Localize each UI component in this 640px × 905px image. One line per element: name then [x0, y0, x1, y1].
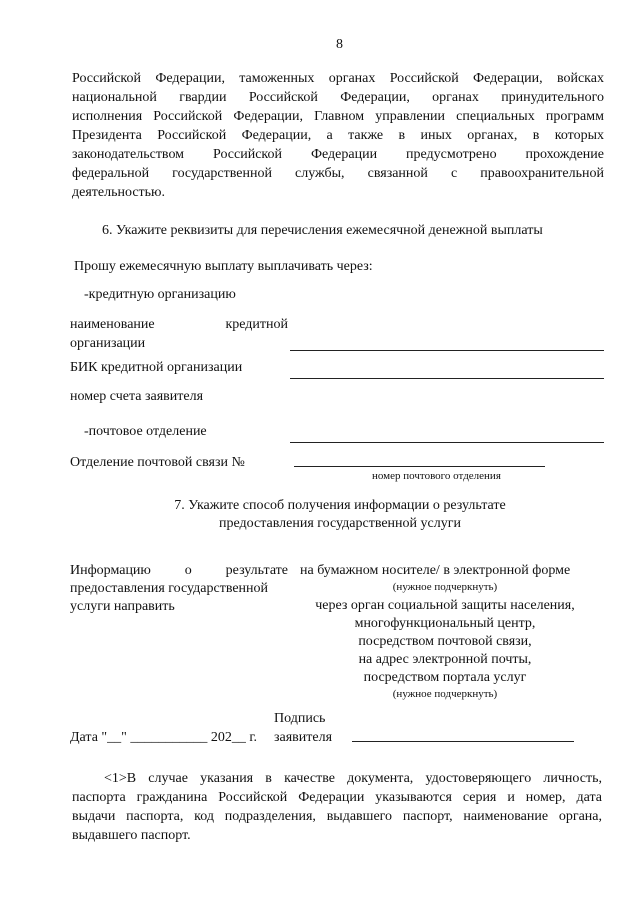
payment-request: Прошу ежемесячную выплату выплачивать через:	[74, 259, 373, 274]
intro-line: законодательством Российской Федерации предусмотрено прохождение	[72, 147, 604, 162]
post-branch-label: Отделение почтовой связи №	[70, 455, 245, 470]
bank-name-field[interactable]	[290, 350, 604, 351]
channel-option[interactable]: на адрес электронной почты,	[358, 652, 532, 667]
result-label-cont: предоставления государственной	[70, 581, 269, 596]
result-label: Информацию о результате	[70, 563, 288, 578]
bik-field[interactable]	[290, 378, 604, 379]
channel-option[interactable]: многофункциональный центр,	[354, 616, 536, 631]
intro-line: деятельностью.	[72, 185, 165, 200]
signature-field[interactable]	[352, 741, 574, 742]
footnote-line: паспорта гражданина Российской Федерации указываются серия и номер, дата	[72, 790, 602, 805]
sign-label-cont: заявителя	[274, 730, 333, 745]
underline-hint: (нужное подчеркнуть)	[392, 581, 498, 593]
section-7-heading-cont: предоставления государственной услуги	[219, 516, 461, 531]
post-branch-field[interactable]	[294, 466, 545, 467]
post-office-option: -почтовое отделение	[84, 424, 207, 439]
account-field[interactable]	[290, 442, 604, 443]
section-6-heading: 6. Укажите реквизиты для перечисления ежемесячной денежной выплаты	[102, 223, 543, 238]
footnote-line: выдавшего паспорт.	[72, 828, 191, 843]
page-number: 8	[336, 37, 343, 52]
sign-label: Подпись	[274, 711, 326, 726]
footnote-line: <1>В случае указания в качестве документа, удостоверяющего личность,	[104, 771, 602, 786]
channel-option[interactable]: посредством портала услуг	[363, 670, 527, 685]
bank-name-label-cont: организации	[70, 336, 146, 351]
intro-line: федеральной государственной службы, связанной с правоохранительной	[72, 166, 604, 181]
account-label: номер счета заявителя	[70, 389, 204, 404]
intro-line: национальной гвардии Российской Федерации, органах принудительного	[72, 90, 604, 105]
bik-label: БИК кредитной организации	[70, 360, 243, 375]
format-options[interactable]: на бумажном носителе/ в электронной форме	[300, 563, 571, 578]
credit-org-option: -кредитную организацию	[84, 287, 236, 302]
intro-line: исполнения Российской Федерации, Главном управлении специальных программ	[72, 109, 604, 124]
bank-name-label: наименование кредитной	[70, 317, 288, 332]
channel-option[interactable]: через орган социальной защиты населения,	[315, 598, 575, 613]
result-label-cont: услуги направить	[70, 599, 175, 614]
section-7-heading: 7. Укажите способ получения информации о результате	[174, 498, 506, 513]
footnote-line: выдачи паспорта, код подразделения, выдавшего паспорт, наименование органа,	[72, 809, 602, 824]
intro-line: Российской Федерации, таможенных органах Российской Федерации, войсках	[72, 71, 604, 86]
channel-option[interactable]: посредством почтовой связи,	[358, 634, 532, 649]
intro-line: Президента Российской Федерации, а также в иных органах, в которых	[72, 128, 604, 143]
date-field[interactable]: Дата "__" ___________ 202__ г.	[70, 730, 257, 745]
underline-hint: (нужное подчеркнуть)	[392, 688, 498, 700]
post-branch-hint: номер почтового отделения	[372, 470, 501, 482]
